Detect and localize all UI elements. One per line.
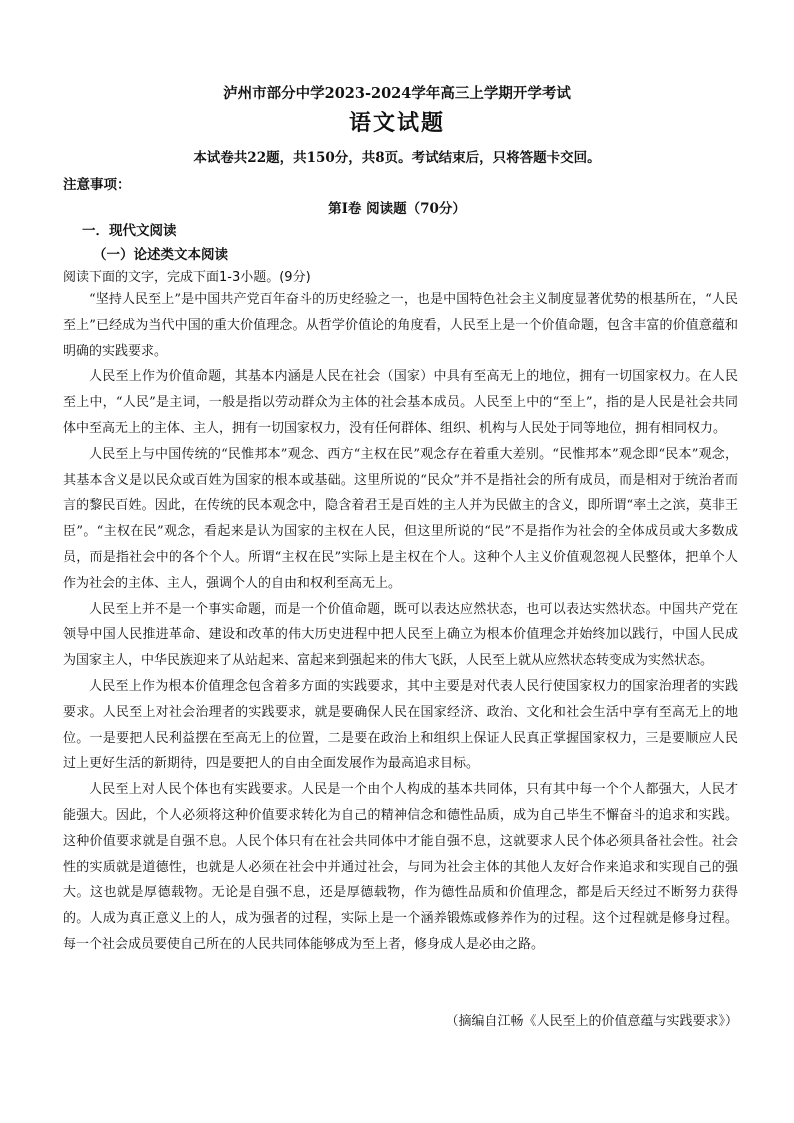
- exam-info: 本试卷共22题，共150分，共8页。考试结束后，只将答题卡交回。: [193, 150, 601, 166]
- part-title: 第Ⅰ卷 阅读题（70分）: [328, 201, 466, 217]
- article-body: [63, 287, 738, 958]
- section-heading: 一．现代文阅读: [82, 223, 177, 239]
- article-paragraph: 人民至上与中国传统的“民惟邦本”观念、西方“主权在民”观念存在着重大差别。“民惟邦本”观念即“民本”观念，其基本含义是以民众或百姓为国家的根本或基础。这里所说的“民众”并不是指社会的所有成员，而是相对于统治者而言的黎民百姓。因此，在传统的民本观念中，隐含着君王是百姓的主人并为民做主的含义，即所谓“率土之滨，莫非王臣”。“主权在民”观念，看起来是认为国家的主权在人民，但这里所说的“民”不是指作为社会的全体成员或大多数成员，而是指社会中的各个个人。所谓“主权在民”实际上是主权在个人。这种个人主义价值观忽视人民整体，把单个人作为社会的主体、主人，强调个人的自由和权利至高无上。: [63, 446, 738, 591]
- subject-title: 语文试题: [348, 110, 445, 136]
- notice-heading: 注意事项：: [63, 177, 131, 193]
- source-attribution: （摘编自江畅《人民至上的价值意蕴与实践要求》）: [445, 1014, 738, 1029]
- article-paragraph: “坚持人民至上”是中国共产党百年奋斗的历史经验之一，也是中国特色社会主义制度显著优势的根基所在，“人民至上”已经成为当代中国的重大价值理念。从哲学价值论的角度看，人民至上是一个价值命题，包含丰富的价值意蕴和明确的实践要求。: [63, 292, 738, 359]
- school-exam-title: 泸州市部分中学2023-2024学年高三上学期开学考试: [223, 85, 571, 102]
- reading-instruction: 阅读下面的文字，完成下面1-3小题。(9分): [63, 270, 311, 285]
- article-paragraph: 人民至上并不是一个事实命题，而是一个价值命题，既可以表达应然状态，也可以表达实然状态。中国共产党在领导中国人民推进革命、建设和改革的伟大历史进程中把人民至上确立为根本价值理念并始终加以践行，中国人民成为国家主人，中华民族迎来了从站起来、富起来到强起来的伟大飞跃，人民至上就从应然状态转变成为实然状态。: [63, 601, 738, 669]
- subsection-heading: （一）论述类文本阅读: [93, 247, 228, 263]
- article-paragraph: 人民至上作为根本价值理念包含着多方面的实践要求，其中主要是对代表人民行使国家权力的国家治理者的实践要求。人民至上对社会治理者的实践要求，就是要确保人民在国家经济、政治、文化和社会生活中享有至高无上的地位。一是要把人民利益摆在至高无上的位置，二是要在政治上和组织上保证人民真正掌握国家权力，三是要顺应人民过上更好生活的新期待，四是要把人的自由全面发展作为最高追求目标。: [63, 678, 738, 772]
- article-paragraph: 人民至上作为价值命题，其基本内涵是人民在社会（国家）中具有至高无上的地位，拥有一切国家权力。在人民至上中，“人民”是主词，一般是指以劳动群众为主体的社会基本成员。人民至上中的“至上”，指的是人民是社会共同体中至高无上的主体、主人，拥有一切国家权力，没有任何群体、组织、机构与人民处于同等地位，拥有相同权力。: [63, 369, 738, 436]
- article-paragraph: 人民至上对人民个体也有实践要求。人民是一个由个人构成的基本共同体，只有其中每一个个人都强大，人民才能强大。因此，个人必须将这种价值要求转化为自己的精神信念和德性品质，成为自己毕生不懈奋斗的追求和实践。这种价值要求就是自强不息。人民个体只有在社会共同体中才能自强不息，这就要求人民个体必须具备社会性。社会性的实质就是道德性，也就是人必须在社会中并通过社会，与同为社会主体的其他人友好合作来追求和实现自己的强大。这也就是厚德载物。无论是自强不息，还是厚德载物，作为德性品质和价值理念，都是后天经过不断努力获得的。人成为真正意义上的人，成为强者的过程，实际上是一个涵养锻炼或修养作为的过程。这个过程就是修身过程。每一个社会成员要使自己所在的人民共同体能够成为至上者，修身成人是必由之路。: [63, 782, 738, 952]
